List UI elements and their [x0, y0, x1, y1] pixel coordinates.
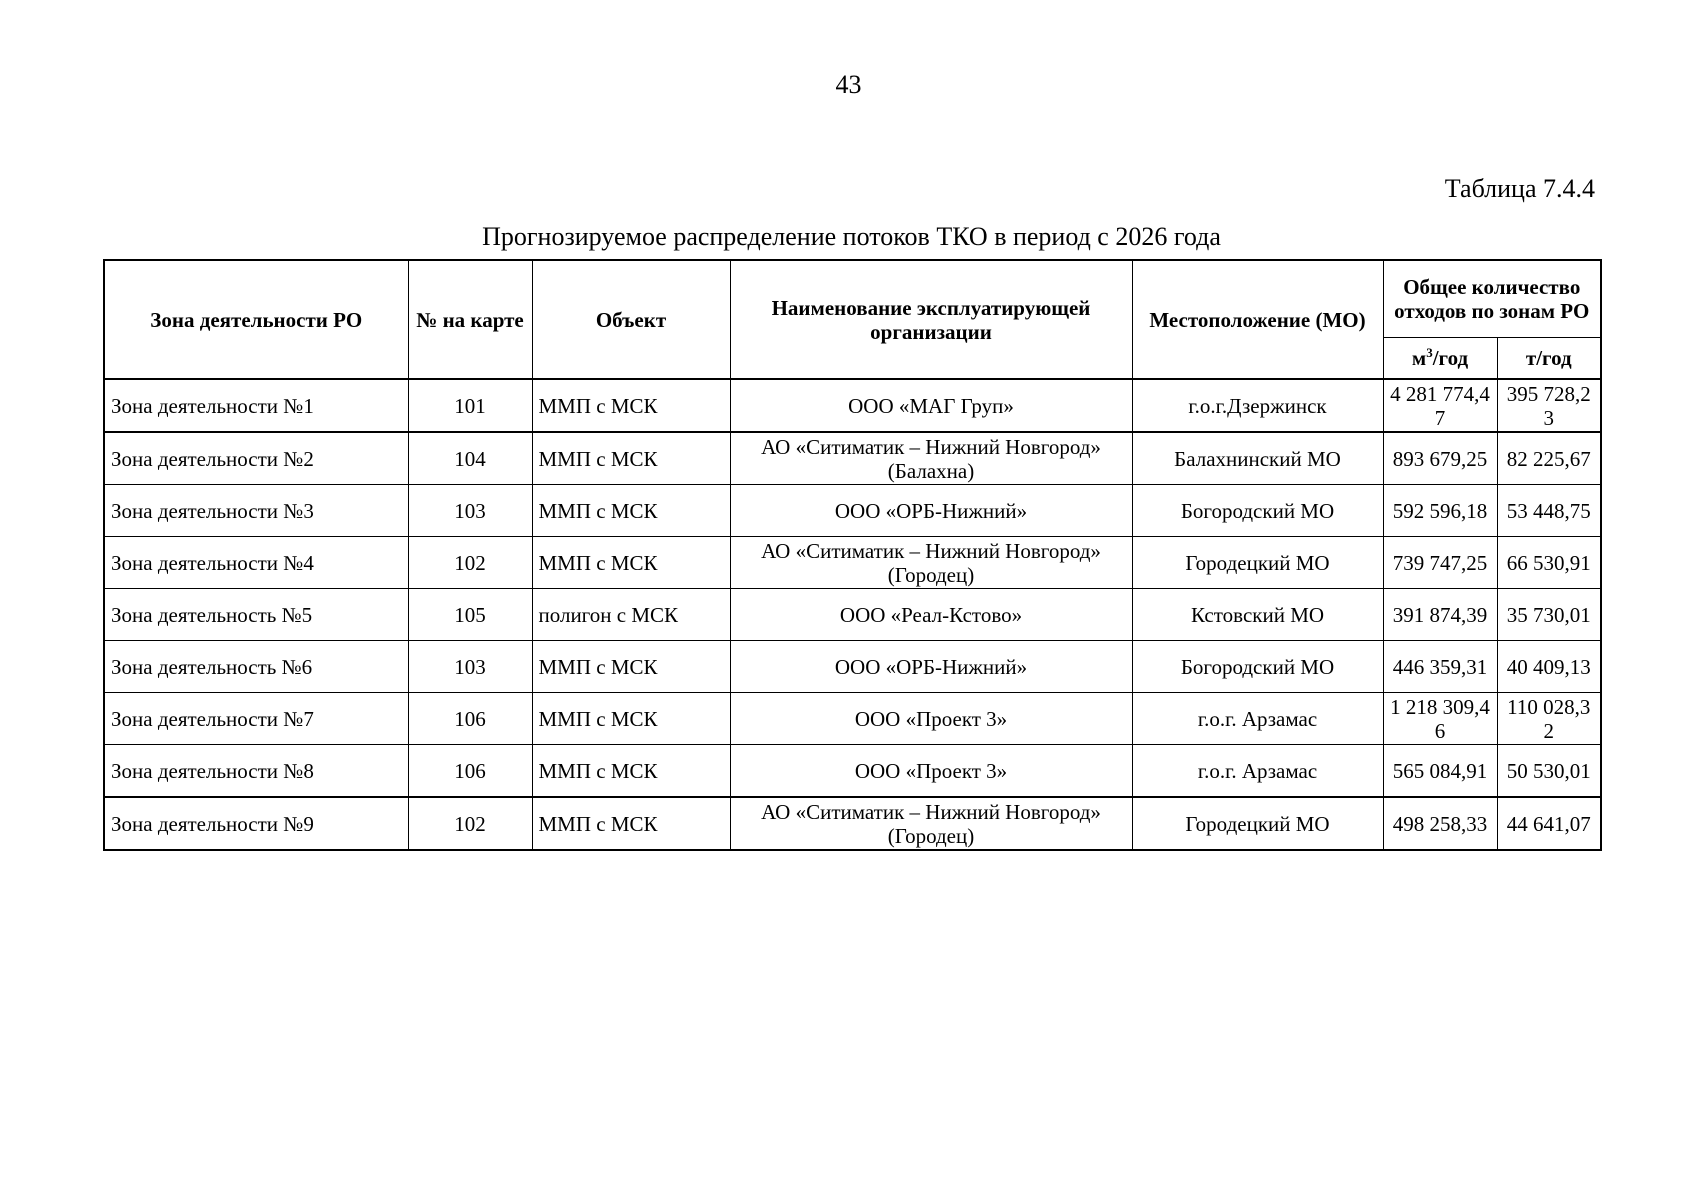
cell-t: 66 530,91 [1497, 537, 1601, 589]
table-row [104, 379, 1601, 432]
table-row [104, 432, 1601, 485]
cell-object: ММП с МСК [532, 432, 730, 485]
cell-object: ММП с МСК [532, 537, 730, 589]
header-unit-t: т/год [1497, 338, 1601, 380]
header-unit-m3 [1383, 338, 1497, 380]
cell-m3: 592 596,18 [1383, 485, 1497, 537]
cell-zone: Зона деятельности №1 [104, 379, 408, 432]
cell-organization: ООО «ОРБ-Нижний» [730, 641, 1132, 693]
cell-object: ММП с МСК [532, 745, 730, 798]
header-total: Общее количество отходов по зонам РО [1383, 260, 1601, 338]
cell-object: ММП с МСК [532, 641, 730, 693]
cell-organization: ООО «Реал-Кстово» [730, 589, 1132, 641]
cell-m3: 739 747,25 [1383, 537, 1497, 589]
header-organization: Наименование эксплуатирующей организации [730, 260, 1132, 379]
unit-m3-suffix: /год [1432, 346, 1469, 370]
cell-location: Кстовский МО [1132, 589, 1383, 641]
cell-location: г.о.г. Арзамас [1132, 745, 1383, 798]
cell-t: 395 728,23 [1497, 379, 1601, 432]
cell-map-no: 103 [408, 485, 532, 537]
cell-location: г.о.г. Арзамас [1132, 693, 1383, 745]
cell-location: г.о.г.Дзержинск [1132, 379, 1383, 432]
table-row [104, 797, 1601, 850]
cell-map-no: 104 [408, 432, 532, 485]
waste-distribution-table [103, 259, 1602, 851]
header-zone: Зона деятельности РО [104, 260, 408, 379]
unit-m3-prefix: м [1411, 346, 1427, 370]
cell-location: Городецкий МО [1132, 537, 1383, 589]
cell-zone: Зона деятельность №6 [104, 641, 408, 693]
header-row [104, 260, 1601, 338]
cell-organization: АО «Ситиматик – Нижний Новгород» (Городец) [730, 797, 1132, 850]
cell-location: Богородский МО [1132, 485, 1383, 537]
cell-zone: Зона деятельности №2 [104, 432, 408, 485]
cell-zone: Зона деятельности №3 [104, 485, 408, 537]
cell-organization: ООО «МАГ Груп» [730, 379, 1132, 432]
cell-m3: 893 679,25 [1383, 432, 1497, 485]
cell-location: Городецкий МО [1132, 797, 1383, 850]
cell-zone: Зона деятельность №5 [104, 589, 408, 641]
cell-location: Балахнинский МО [1132, 432, 1383, 485]
cell-organization: ООО «ОРБ-Нижний» [730, 485, 1132, 537]
cell-map-no: 102 [408, 797, 532, 850]
cell-organization: АО «Ситиматик – Нижний Новгород» (Городец) [730, 537, 1132, 589]
cell-t: 44 641,07 [1497, 797, 1601, 850]
cell-location: Богородский МО [1132, 641, 1383, 693]
table-row [104, 693, 1601, 745]
cell-map-no: 106 [408, 745, 532, 798]
table-row [104, 745, 1601, 798]
table-row [104, 485, 1601, 537]
cell-object: ММП с МСК [532, 797, 730, 850]
cell-organization: ООО «Проект 3» [730, 745, 1132, 798]
cell-map-no: 103 [408, 641, 532, 693]
table-row [104, 589, 1601, 641]
cell-object: ММП с МСК [532, 693, 730, 745]
cell-t: 50 530,01 [1497, 745, 1601, 798]
cell-t: 40 409,13 [1497, 641, 1601, 693]
cell-zone: Зона деятельности №7 [104, 693, 408, 745]
cell-m3: 565 084,91 [1383, 745, 1497, 798]
header-map-no: № на карте [408, 260, 532, 379]
cell-m3: 4 281 774,47 [1383, 379, 1497, 432]
cell-m3: 391 874,39 [1383, 589, 1497, 641]
cell-m3: 1 218 309,46 [1383, 693, 1497, 745]
cell-map-no: 101 [408, 379, 532, 432]
cell-m3: 498 258,33 [1383, 797, 1497, 850]
cell-organization: ООО «Проект 3» [730, 693, 1132, 745]
table-title: Прогнозируемое распределение потоков ТКО в период с 2026 года [482, 222, 1221, 251]
cell-zone: Зона деятельности №8 [104, 745, 408, 798]
header-location: Местоположение (МО) [1132, 260, 1383, 379]
cell-map-no: 102 [408, 537, 532, 589]
table-label: Таблица 7.4.4 [1444, 174, 1595, 203]
cell-object: полигон с МСК [532, 589, 730, 641]
cell-map-no: 105 [408, 589, 532, 641]
cell-map-no: 106 [408, 693, 532, 745]
cell-t: 110 028,32 [1497, 693, 1601, 745]
cell-zone: Зона деятельности №4 [104, 537, 408, 589]
unit-m3-sup: 3 [1426, 345, 1433, 360]
cell-object: ММП с МСК [532, 485, 730, 537]
cell-zone: Зона деятельности №9 [104, 797, 408, 850]
cell-m3: 446 359,31 [1383, 641, 1497, 693]
header-object: Объект [532, 260, 730, 379]
cell-t: 82 225,67 [1497, 432, 1601, 485]
cell-organization: АО «Ситиматик – Нижний Новгород» (Балахна) [730, 432, 1132, 485]
cell-t: 53 448,75 [1497, 485, 1601, 537]
page-number: 43 [835, 70, 862, 99]
cell-object: ММП с МСК [532, 379, 730, 432]
table-row [104, 641, 1601, 693]
table-row [104, 537, 1601, 589]
cell-t: 35 730,01 [1497, 589, 1601, 641]
